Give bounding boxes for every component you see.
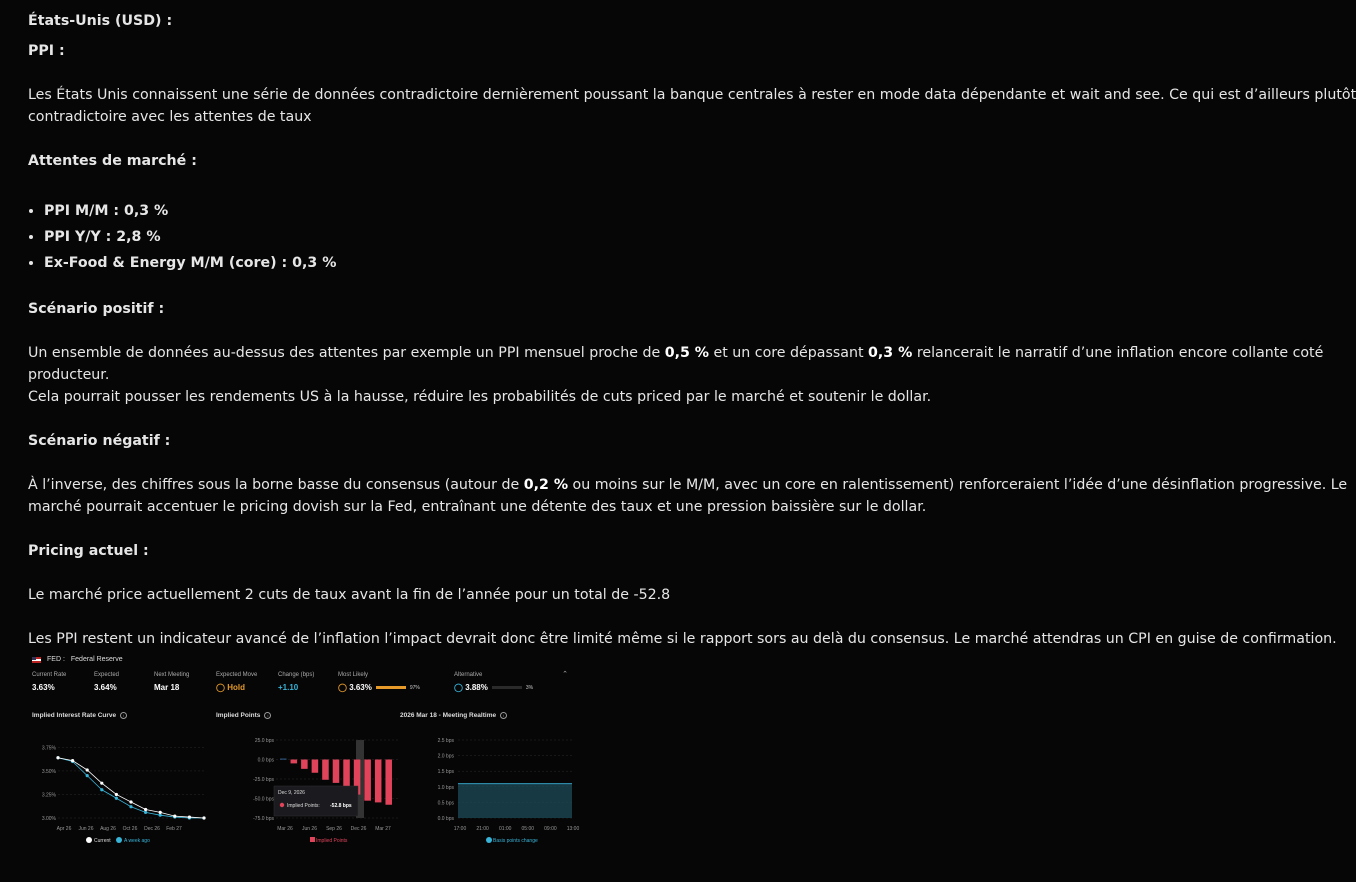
data-point: [159, 814, 162, 817]
y-tick-label: 3.00%: [41, 816, 56, 822]
tooltip-date: Dec 9, 2026: [278, 790, 305, 796]
section-heading-usd: États-Unis (USD) :: [28, 13, 173, 29]
x-tick-label: Dec 26: [144, 826, 160, 832]
x-tick-label: Sep 26: [326, 826, 342, 832]
implied-points-chart: [212, 730, 396, 848]
bar: [301, 760, 308, 769]
expectations-heading: Attentes de marché :: [28, 153, 197, 169]
bar: [364, 760, 371, 801]
data-point: [144, 808, 147, 811]
x-tick-label: Jun 26: [301, 826, 318, 832]
negative-line-1: À l’inverse, des chiffres sous la borne basse du consensus (autour de 0,2 % ou moins sur le M/M, avec un core en ralentissement) renforceraient l’idée d’une désinflation progressive. Le: [28, 477, 1348, 493]
widget-header: [32, 656, 123, 663]
bar: [375, 760, 382, 803]
stat-expected: Expected 3.64%: [94, 672, 120, 692]
negative-line-2: marché pourrait accentuer le pricing dovish sur la Fed, entraînant une détente des taux et une pression baissière sur le dollar.: [28, 499, 927, 515]
legend-label: Current: [94, 838, 111, 844]
y-tick-label: -75.0 bps: [253, 816, 274, 822]
positive-line-1: Un ensemble de données au-dessus des attentes par exemple un PPI mensuel proche de 0,5 % et un core dépassant 0,3 % relancerait le narratif d’une inflation encore collante coté: [28, 345, 1324, 361]
rate-curve-chart: [28, 730, 212, 848]
x-tick-label: Feb 27: [166, 826, 182, 832]
data-point: [129, 805, 132, 808]
x-tick-label: 13:00: [566, 826, 580, 832]
rate-curve-title: Implied Interest Rate Curve i: [32, 712, 127, 719]
legend-marker: [116, 837, 122, 843]
expectation-item: • Ex-Food & Energy M/M (core) : 0,3 %: [44, 250, 336, 276]
pricing-heading: Pricing actuel :: [28, 543, 149, 559]
hold-icon: ◯: [216, 683, 228, 692]
bar: [343, 760, 350, 790]
x-tick-label: 01:00: [498, 826, 512, 832]
data-point: [86, 768, 89, 771]
x-tick-label: Mar 27: [375, 826, 391, 832]
legend-label: Implied Points: [316, 838, 348, 844]
y-tick-label: 0.0 bps: [437, 816, 454, 822]
x-tick-label: 09:00: [544, 826, 557, 832]
negative-scenario-heading: Scénario négatif :: [28, 433, 171, 449]
y-tick-label: 3.50%: [41, 768, 56, 775]
ppi-heading: PPI :: [28, 43, 65, 59]
data-point: [100, 788, 103, 791]
info-icon[interactable]: i: [264, 712, 271, 719]
stat-current-rate: Current Rate 3.63%: [32, 672, 67, 692]
y-tick-label: 3.25%: [41, 792, 56, 799]
expectation-item: • PPI Y/Y : 2,8 %: [44, 224, 336, 250]
implied-points-title: Implied Points i: [216, 712, 271, 719]
y-tick-label: 0.0 bps: [257, 757, 274, 764]
bar: [291, 760, 298, 764]
pricing-text: Le marché price actuellement 2 cuts de taux avant la fin de l’année pour un total de -52.8: [28, 587, 671, 603]
stat-alternative: Alternative ◯ 3.88% 3%: [454, 672, 534, 692]
intro-line-2: contradictoire avec les attentes de taux: [28, 109, 312, 125]
chevron-up-icon[interactable]: ⌃: [562, 671, 568, 678]
bar: [333, 760, 340, 783]
legend-marker: [310, 837, 315, 842]
realtime-title: 2026 Mar 18 - Meeting Realtime i: [400, 712, 507, 719]
data-point: [202, 816, 205, 819]
data-point: [188, 815, 191, 818]
x-tick-label: 05:00: [521, 826, 535, 832]
data-point: [71, 759, 74, 762]
x-tick-label: Jun 26: [78, 826, 94, 832]
bar: [312, 760, 319, 773]
alternative-bar: [492, 686, 522, 689]
bank-name: Federal Reserve: [70, 656, 123, 663]
alternative-icon: ◯: [454, 683, 466, 692]
y-tick-label: 25.0 bps: [254, 738, 274, 744]
x-tick-label: Aug 26: [100, 826, 116, 832]
series-line: [58, 758, 204, 818]
positive-line-2: producteur.: [28, 367, 110, 383]
target-icon: ◯: [338, 683, 350, 692]
y-tick-label: -25.0 bps: [253, 777, 274, 783]
y-tick-label: 2.0 bps: [437, 753, 454, 760]
legend-marker: [86, 837, 92, 843]
stat-change: Change (bps) +1.10: [278, 672, 315, 692]
realtime-chart: [396, 730, 578, 848]
x-tick-label: Oct 26: [122, 826, 138, 832]
data-point: [144, 811, 147, 814]
bar: [385, 760, 392, 805]
expectations-list: [28, 198, 336, 276]
legend-marker: [486, 837, 492, 843]
rate-stats: [32, 672, 572, 696]
tooltip-marker: [280, 803, 284, 807]
y-tick-label: 0.5 bps: [437, 800, 454, 807]
data-point: [159, 811, 162, 814]
tooltip-label: Implied Points:: [287, 803, 320, 809]
legend-label: Basis points change: [493, 838, 538, 844]
y-tick-label: 1.0 bps: [437, 784, 454, 791]
area-fill: [458, 784, 572, 818]
data-point: [129, 800, 132, 803]
positive-line-3: Cela pourrait pousser les rendements US à la hausse, réduire les probabilités de cuts priced par le marché et soutenir le dollar.: [28, 389, 932, 405]
data-point: [56, 756, 59, 759]
bar: [280, 759, 287, 760]
info-icon[interactable]: i: [120, 712, 127, 719]
positive-scenario-heading: Scénario positif :: [28, 301, 165, 317]
y-tick-label: 2.5 bps: [437, 738, 454, 744]
info-icon[interactable]: i: [500, 712, 507, 719]
x-tick-label: Mar 26: [277, 826, 293, 832]
data-point: [100, 782, 103, 785]
bank-code: FED :: [47, 656, 65, 663]
data-point: [173, 815, 176, 818]
bar: [322, 760, 329, 780]
stat-next-meeting: Next Meeting Mar 18: [154, 672, 190, 692]
x-tick-label: Dec 26: [350, 826, 367, 832]
stat-most-likely: Most Likely ◯ 3.63% 97%: [338, 672, 420, 692]
intro-line-1: Les États Unis connaissent une série de données contradictoire dernièrement poussant la banque centrales à rester en mode data dépendante et wait and see. Ce qui est d’ailleurs plutôt: [28, 87, 1356, 103]
y-tick-label: -50.0 bps: [253, 796, 274, 803]
x-tick-label: 17:00: [453, 826, 467, 832]
data-point: [86, 774, 89, 777]
data-point: [115, 793, 118, 796]
fed-rate-widget: [28, 652, 578, 850]
expectation-item: • PPI M/M : 0,3 %: [44, 198, 336, 224]
data-point: [115, 797, 118, 800]
y-tick-label: 1.5 bps: [437, 769, 454, 776]
x-tick-label: Apr 26: [56, 826, 72, 832]
tooltip-value: -52.8 bps: [330, 803, 352, 809]
y-tick-label: 3.75%: [41, 745, 56, 752]
legend-label: A week ago: [124, 838, 150, 844]
stat-expected-move: Expected Move ◯ Hold: [216, 672, 258, 692]
series-line: [58, 758, 204, 818]
us-flag-icon: [32, 657, 41, 663]
x-tick-label: 21:00: [476, 826, 489, 832]
conclusion-text: Les PPI restent un indicateur avancé de l’inflation l’impact devrait donc être limité même si le rapport sors au delà du consensus. Le marché attendras un CPI en guise de confirmation.: [28, 631, 1337, 647]
most-likely-bar: [376, 686, 406, 689]
